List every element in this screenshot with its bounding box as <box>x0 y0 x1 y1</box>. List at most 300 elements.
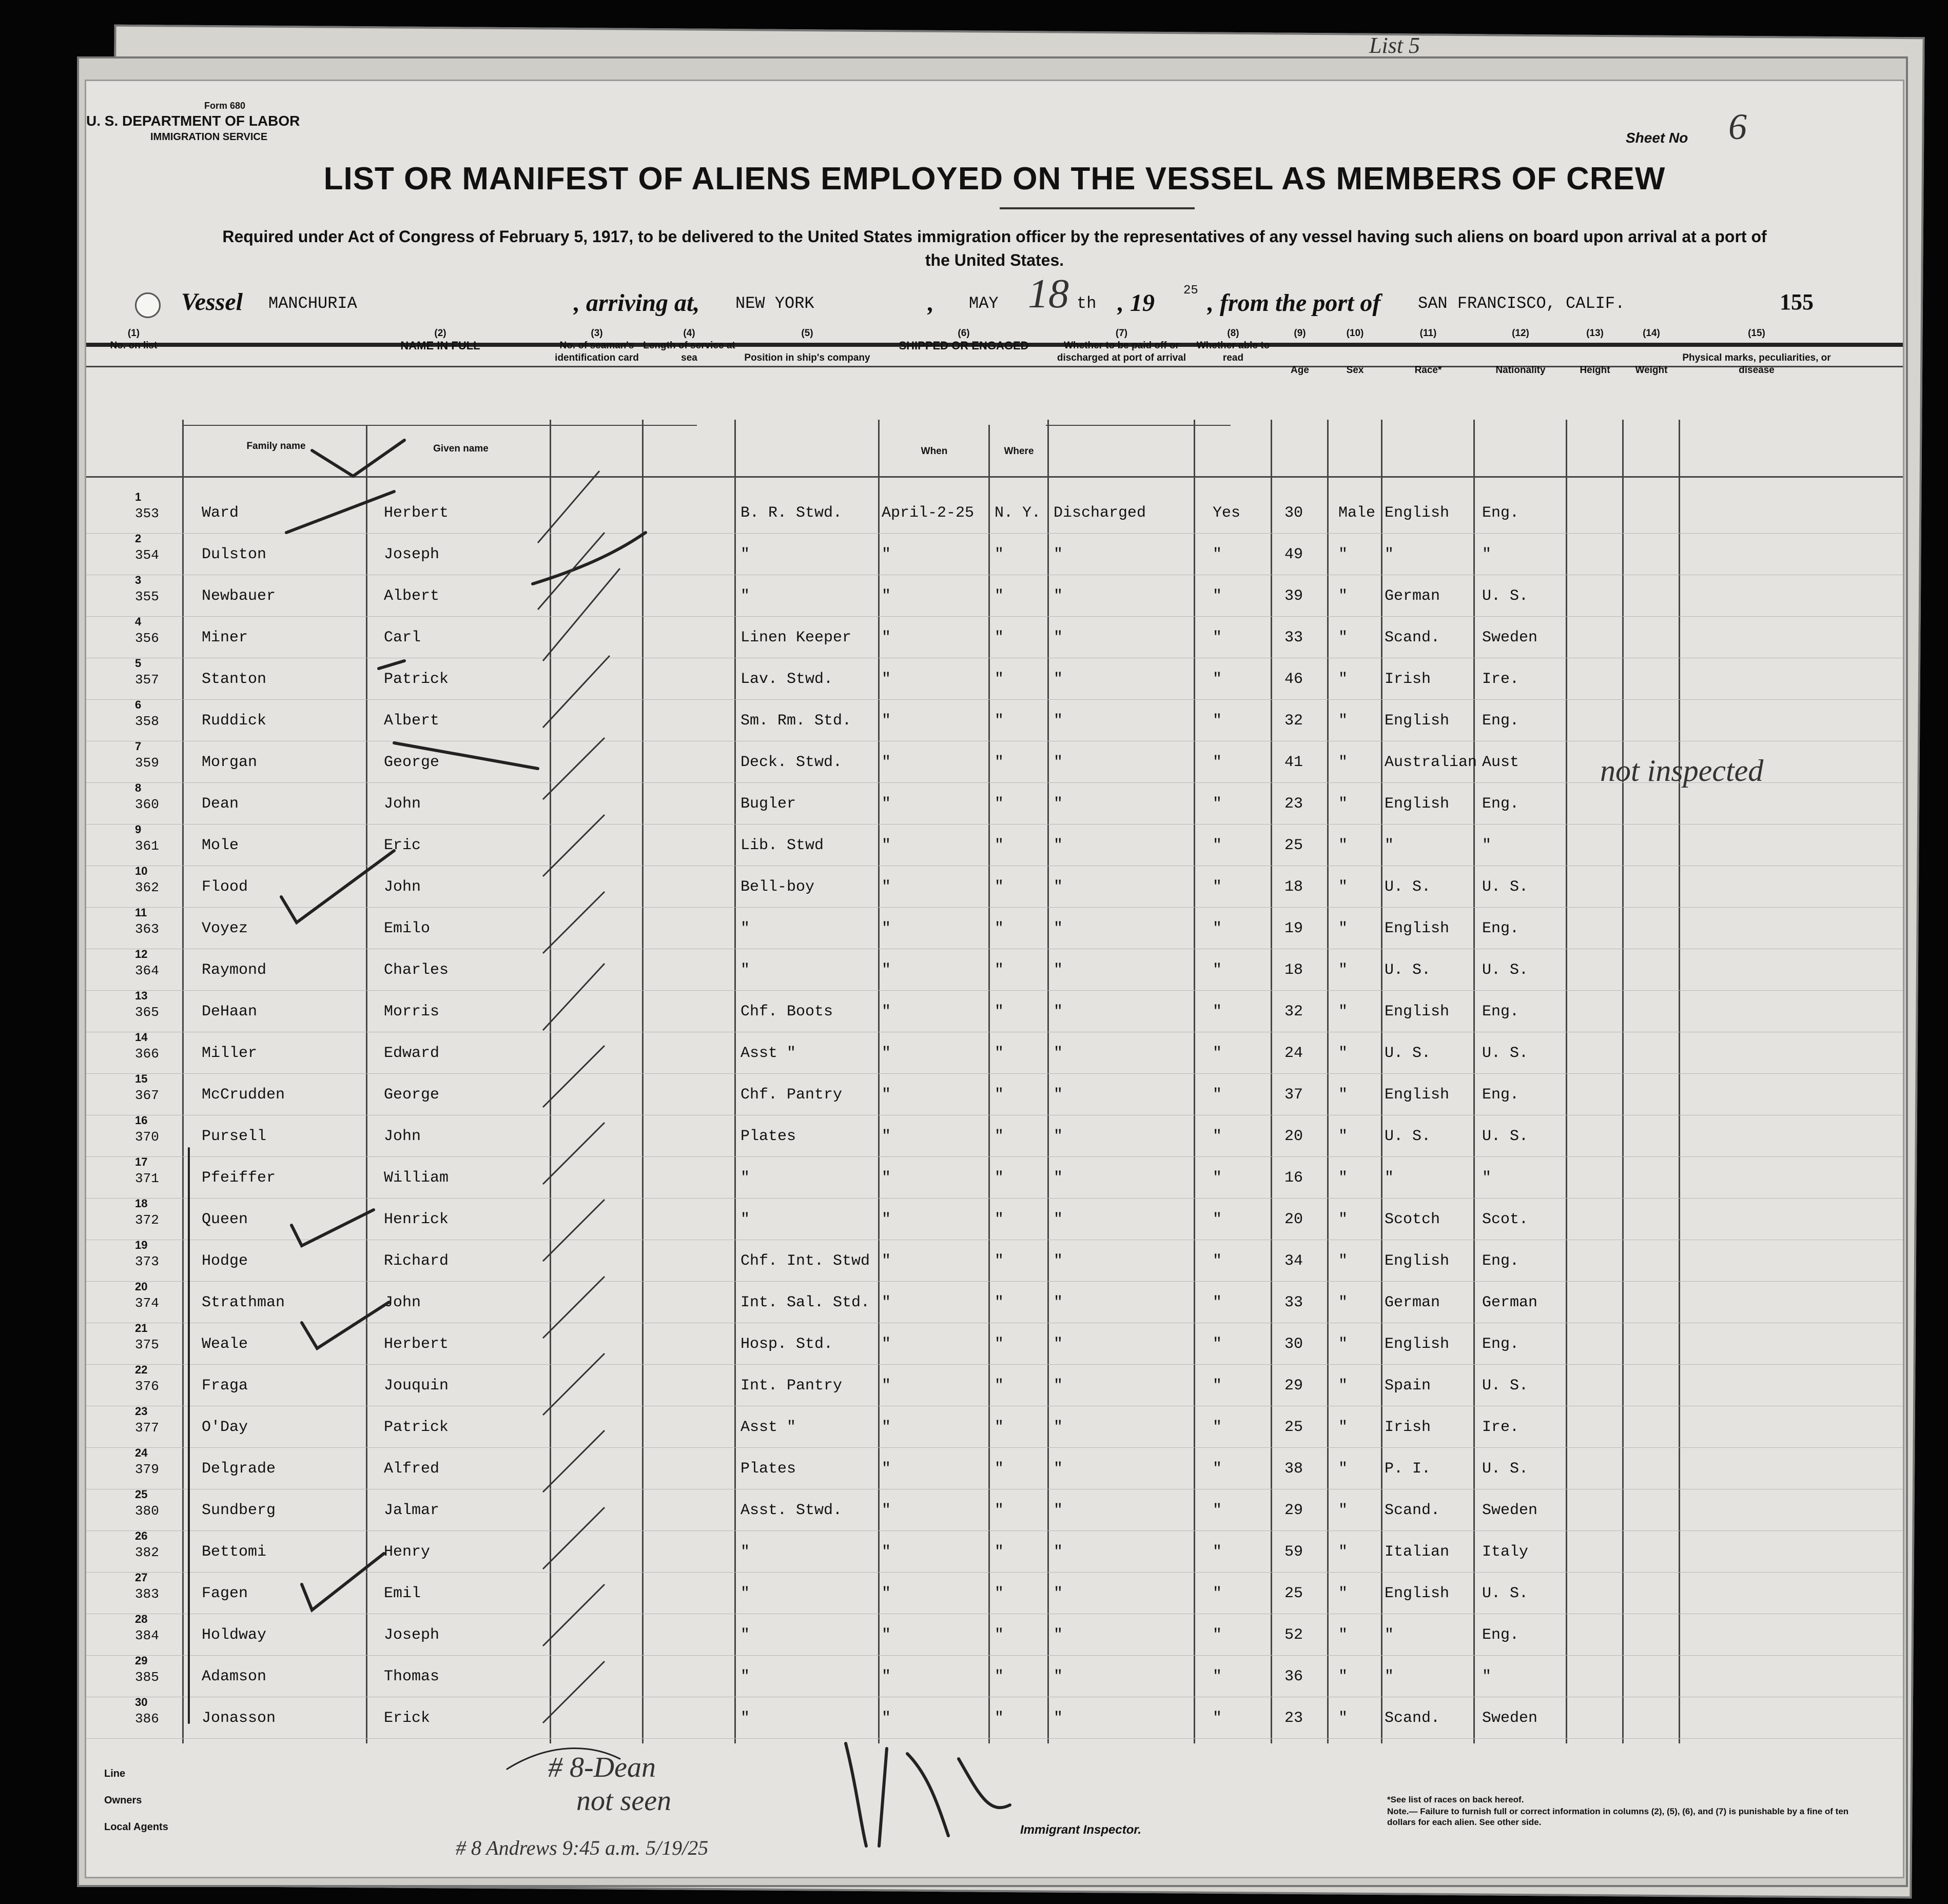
list-number: 358 <box>135 714 159 729</box>
cell-race: German <box>1385 1294 1440 1311</box>
cell-given: Carl <box>384 629 421 646</box>
col3-number: (3) <box>591 328 603 339</box>
cell-race: Australian <box>1385 754 1477 771</box>
col10-label: Sex <box>1346 365 1364 376</box>
cell-read: " <box>1213 795 1222 813</box>
cell-nat: Italy <box>1482 1543 1529 1561</box>
handwritten-bottom-note: # 8 Andrews 9:45 a.m. 5/19/25 <box>456 1836 709 1859</box>
cell-race: English <box>1385 1252 1450 1270</box>
cell-position: Sm. Rm. Std. <box>741 712 852 730</box>
cell-family: Raymond <box>202 961 267 979</box>
cell-when: " <box>882 837 891 854</box>
cell-sex: " <box>1338 1710 1348 1727</box>
list-number: 363 <box>135 921 159 937</box>
col13-label: Height <box>1580 365 1610 376</box>
row-number: 8 <box>135 781 142 794</box>
row-number: 21 <box>135 1322 148 1334</box>
cell-age: 23 <box>1284 795 1303 813</box>
check-mark <box>281 851 394 922</box>
cell-where: " <box>995 712 1004 730</box>
given-name-header: Given name <box>433 443 489 454</box>
cell-where: " <box>995 878 1004 896</box>
cell-nat: U. S. <box>1482 1045 1529 1062</box>
cell-position: Asst " <box>741 1419 796 1436</box>
cell-sex: " <box>1338 1169 1348 1187</box>
vessel-name: MANCHURIA <box>268 294 357 313</box>
when-header: When <box>921 446 948 457</box>
manifest-page <box>85 33 1904 1878</box>
cell-family: Sundberg <box>202 1502 276 1519</box>
cell-position: Lib. Stwd <box>741 837 824 854</box>
row-number: 7 <box>135 740 142 753</box>
cell-age: 46 <box>1284 671 1303 688</box>
cell-paid: " <box>1054 1086 1063 1104</box>
row-number: 3 <box>135 574 142 586</box>
cell-sex: " <box>1338 1336 1348 1353</box>
cell-given: Henry <box>384 1543 431 1561</box>
row-number: 13 <box>135 989 148 1002</box>
cell-race: Scand. <box>1385 629 1440 646</box>
vessel-label: Vessel <box>181 288 243 316</box>
cell-nat: " <box>1482 546 1492 563</box>
cell-read: " <box>1213 1045 1222 1062</box>
cell-when: " <box>882 1045 891 1062</box>
fine-footnote: Note.— Failure to furnish full or correct information in columns (2), (5), (6), and (7) is punishable by a fine of ten dollars for each alien. See other side. <box>1387 1807 1849 1827</box>
cell-position: Int. Pantry <box>741 1377 843 1395</box>
cell-position: B. R. Stwd. <box>741 504 843 522</box>
cell-age: 38 <box>1284 1460 1303 1478</box>
cell-family: Queen <box>202 1211 248 1228</box>
col12-number: (12) <box>1512 328 1529 339</box>
list-number: 382 <box>135 1545 159 1560</box>
cell-where: " <box>995 1502 1004 1519</box>
cell-given: Edward <box>384 1045 440 1062</box>
cell-read: " <box>1213 1211 1222 1228</box>
row-number: 22 <box>135 1363 148 1376</box>
cell-race: English <box>1385 920 1450 937</box>
cell-where: " <box>995 1419 1004 1436</box>
cell-race: Scand. <box>1385 1502 1440 1519</box>
cell-family: Morgan <box>202 754 258 771</box>
cell-given: John <box>384 878 421 896</box>
cell-age: 29 <box>1284 1377 1303 1395</box>
arrival-year: 25 <box>1183 284 1198 298</box>
cell-race: Scotch <box>1385 1211 1440 1228</box>
cell-given: Eric <box>384 837 421 854</box>
cell-position: Asst " <box>741 1045 796 1062</box>
list-number: 379 <box>135 1462 159 1477</box>
cell-nat: Ire. <box>1482 671 1520 688</box>
col2-number: (2) <box>434 328 446 339</box>
cell-position: " <box>741 1710 750 1727</box>
cell-nat: Ire. <box>1482 1419 1520 1436</box>
cell-paid: " <box>1054 1710 1063 1727</box>
cell-given: Joseph <box>384 1626 440 1644</box>
not-inspected-note: not inspected <box>1600 754 1764 788</box>
cell-where: " <box>995 1169 1004 1187</box>
row-number: 6 <box>135 698 142 711</box>
cell-where: " <box>995 629 1004 646</box>
cell-paid: " <box>1054 1460 1063 1478</box>
cell-when: " <box>882 712 891 730</box>
cell-given: Jalmar <box>384 1502 440 1519</box>
cell-when: " <box>882 961 891 979</box>
cell-family: Flood <box>202 878 248 896</box>
cell-given: Albert <box>384 587 440 605</box>
cell-age: 18 <box>1284 878 1303 896</box>
col6-label: SHIPPED OR ENGAGED <box>899 339 1029 352</box>
cell-position: Lav. Stwd. <box>741 671 833 688</box>
col11-number: (11) <box>1419 328 1437 339</box>
inspector-signature <box>846 1743 1010 1846</box>
check-mark <box>379 661 404 669</box>
arrival-day-suffix: th <box>1077 294 1097 313</box>
cell-age: 59 <box>1284 1543 1303 1561</box>
cell-paid: " <box>1054 587 1063 605</box>
col7-number: (7) <box>1115 328 1128 339</box>
cell-race: " <box>1385 1169 1394 1187</box>
cell-race: English <box>1385 1585 1450 1602</box>
cell-family: Pfeiffer <box>202 1169 276 1187</box>
cell-when: " <box>882 629 891 646</box>
cell-age: 25 <box>1284 1585 1303 1602</box>
cell-sex: " <box>1338 1294 1348 1311</box>
cell-paid: " <box>1054 1169 1063 1187</box>
immigrant-inspector-label: Immigrant Inspector. <box>1020 1823 1142 1837</box>
cell-position: Chf. Pantry <box>741 1086 843 1104</box>
cell-sex: " <box>1338 671 1348 688</box>
row-number: 23 <box>135 1405 148 1418</box>
cell-age: 32 <box>1284 1003 1303 1020</box>
cell-read: " <box>1213 1294 1222 1311</box>
cell-position: Plates <box>741 1460 796 1478</box>
cell-sex: " <box>1338 1585 1348 1602</box>
row-number: 24 <box>135 1446 148 1459</box>
races-footnote: *See list of races on back hereof. <box>1387 1795 1524 1804</box>
cell-family: Jonasson <box>202 1710 276 1727</box>
check-mark <box>533 533 646 584</box>
list-number: 384 <box>135 1628 159 1643</box>
cell-sex: " <box>1338 1211 1348 1228</box>
cell-race: U. S. <box>1385 1045 1431 1062</box>
check-mark <box>291 1210 374 1246</box>
cell-given: John <box>384 1294 421 1311</box>
cell-position: Deck. Stwd. <box>741 754 843 771</box>
check-mark <box>394 743 538 769</box>
row-number: 2 <box>135 532 142 545</box>
list-number: 355 <box>135 589 159 604</box>
cell-age: 25 <box>1284 1419 1303 1436</box>
cell-age: 52 <box>1284 1626 1303 1644</box>
cell-paid: " <box>1054 629 1063 646</box>
arrival-port: NEW YORK <box>735 294 814 313</box>
cell-sex: " <box>1338 1128 1348 1145</box>
cell-age: 36 <box>1284 1668 1303 1685</box>
list-number: 365 <box>135 1005 159 1020</box>
cell-sex: " <box>1338 1626 1348 1644</box>
check-mark <box>302 1554 384 1610</box>
cell-race: U. S. <box>1385 961 1431 979</box>
local-agents-label: Local Agents <box>104 1821 168 1833</box>
cell-where: " <box>995 1710 1004 1727</box>
cell-where: " <box>995 1543 1004 1561</box>
cell-when: " <box>882 1543 891 1561</box>
handwritten-note-line1: # 8-Dean <box>548 1752 656 1783</box>
cell-read: " <box>1213 1419 1222 1436</box>
cell-race: Spain <box>1385 1377 1431 1395</box>
cell-family: Mole <box>202 837 239 854</box>
cell-family: Bettomi <box>202 1543 267 1561</box>
cell-position: " <box>741 1668 750 1685</box>
row-number: 27 <box>135 1571 148 1584</box>
cell-race: " <box>1385 837 1394 854</box>
cell-read: " <box>1213 1460 1222 1478</box>
list-number: 353 <box>135 506 159 521</box>
cell-when: " <box>882 920 891 937</box>
cell-read: " <box>1213 1252 1222 1270</box>
cell-paid: " <box>1054 1128 1063 1145</box>
cell-where: " <box>995 961 1004 979</box>
cell-sex: " <box>1338 795 1348 813</box>
cell-position: " <box>741 587 750 605</box>
cell-position: " <box>741 546 750 563</box>
cell-paid: " <box>1054 1252 1063 1270</box>
cell-age: 39 <box>1284 587 1303 605</box>
cell-where: " <box>995 671 1004 688</box>
cell-sex: " <box>1338 1003 1348 1020</box>
cell-nat: Eng. <box>1482 504 1520 522</box>
cell-paid: " <box>1054 1419 1063 1436</box>
cell-family: Ward <box>202 504 239 522</box>
arrival-month: MAY <box>969 294 999 313</box>
cell-where: " <box>995 1336 1004 1353</box>
check-mark <box>302 1302 389 1348</box>
owners-label: Owners <box>104 1795 142 1806</box>
cell-race: Italian <box>1385 1543 1450 1561</box>
cell-position: " <box>741 1626 750 1644</box>
cell-paid: " <box>1054 1585 1063 1602</box>
cell-when: " <box>882 1502 891 1519</box>
cell-race: German <box>1385 587 1440 605</box>
col9-number: (9) <box>1294 328 1306 339</box>
cell-position: Chf. Boots <box>741 1003 833 1020</box>
cell-read: " <box>1213 754 1222 771</box>
handwritten-marks <box>86 81 1903 1877</box>
cell-given: Herbert <box>384 1336 449 1353</box>
row-number: 30 <box>135 1696 148 1709</box>
cell-given: Albert <box>384 712 440 730</box>
cell-sex: " <box>1338 1419 1348 1436</box>
row-number: 28 <box>135 1613 148 1625</box>
row-number: 5 <box>135 657 142 670</box>
col5-number: (5) <box>801 328 813 339</box>
cell-given: George <box>384 754 440 771</box>
cell-family: Voyez <box>202 920 248 937</box>
cell-age: 34 <box>1284 1252 1303 1270</box>
list-number: 376 <box>135 1379 159 1394</box>
check-mark <box>286 492 394 533</box>
service-name: IMMIGRATION SERVICE <box>150 131 268 143</box>
list-number: 359 <box>135 755 159 771</box>
cell-read: " <box>1213 629 1222 646</box>
cell-nat: Eng. <box>1482 795 1520 813</box>
cell-nat: Eng. <box>1482 1003 1520 1020</box>
cell-paid: " <box>1054 1294 1063 1311</box>
cell-age: 23 <box>1284 1710 1303 1727</box>
cell-given: Patrick <box>384 671 449 688</box>
list-number: 361 <box>135 838 159 854</box>
check-mark <box>312 440 404 476</box>
row-number: 12 <box>135 948 148 960</box>
cell-family: O'Day <box>202 1419 248 1436</box>
cell-nat: U. S. <box>1482 1128 1529 1145</box>
cell-race: " <box>1385 1668 1394 1685</box>
col1-label: No. on list <box>110 340 158 351</box>
cell-where: " <box>995 920 1004 937</box>
cell-nat: U. S. <box>1482 1585 1529 1602</box>
line-label: Line <box>104 1768 126 1779</box>
list-number: 386 <box>135 1711 159 1726</box>
cell-sex: " <box>1338 546 1348 563</box>
cell-read: " <box>1213 1377 1222 1395</box>
cell-position: Int. Sal. Std. <box>741 1294 870 1311</box>
cell-position: Plates <box>741 1128 796 1145</box>
cell-when: " <box>882 1211 891 1228</box>
arriving-label: , arriving at, <box>574 289 700 317</box>
cell-given: Erick <box>384 1710 431 1727</box>
cell-nat: " <box>1482 1668 1492 1685</box>
cell-family: Miller <box>202 1045 258 1062</box>
cell-where: N. Y. <box>995 504 1041 522</box>
col5-label: Position in ship's company <box>744 352 870 363</box>
cell-family: Strathman <box>202 1294 285 1311</box>
list-number: 362 <box>135 880 159 895</box>
cell-when: " <box>882 546 891 563</box>
cell-nat: U. S. <box>1482 1377 1529 1395</box>
cell-sex: " <box>1338 712 1348 730</box>
cell-sex: " <box>1338 1543 1348 1561</box>
cell-read: " <box>1213 1128 1222 1145</box>
cell-read: " <box>1213 587 1222 605</box>
cell-given: Henrick <box>384 1211 449 1228</box>
cell-family: Hodge <box>202 1252 248 1270</box>
cell-read: " <box>1213 1710 1222 1727</box>
cell-paid: " <box>1054 920 1063 937</box>
cell-age: 20 <box>1284 1128 1303 1145</box>
row-number: 17 <box>135 1155 148 1168</box>
row-number: 16 <box>135 1114 148 1127</box>
cell-given: Patrick <box>384 1419 449 1436</box>
cell-sex: " <box>1338 878 1348 896</box>
list-number: 357 <box>135 672 159 688</box>
cell-nat: U. S. <box>1482 587 1529 605</box>
cell-where: " <box>995 1128 1004 1145</box>
cell-race: P. I. <box>1385 1460 1431 1478</box>
cell-sex: " <box>1338 961 1348 979</box>
cell-paid: " <box>1054 712 1063 730</box>
list-number: 374 <box>135 1295 159 1311</box>
cell-age: 32 <box>1284 712 1303 730</box>
row-number: 1 <box>135 490 142 503</box>
cell-race: U. S. <box>1385 878 1431 896</box>
cell-given: George <box>384 1086 440 1104</box>
cell-when: " <box>882 1294 891 1311</box>
cell-family: Adamson <box>202 1668 267 1685</box>
page-number: 155 <box>1780 289 1814 315</box>
cell-nat: U. S. <box>1482 961 1529 979</box>
cell-race: English <box>1385 1086 1450 1104</box>
cell-given: John <box>384 795 421 813</box>
cell-when: " <box>882 1003 891 1020</box>
cell-paid: " <box>1054 1211 1063 1228</box>
list-mark: List 5 <box>1369 33 1420 58</box>
family-name-header: Family name <box>246 441 306 452</box>
cell-sex: " <box>1338 1668 1348 1685</box>
cell-paid: " <box>1054 878 1063 896</box>
cell-age: 19 <box>1284 920 1303 937</box>
cell-sex: " <box>1338 629 1348 646</box>
col14-label: Weight <box>1635 365 1668 376</box>
cell-paid: " <box>1054 754 1063 771</box>
cell-paid: " <box>1054 671 1063 688</box>
cell-when: " <box>882 878 891 896</box>
cell-when: " <box>882 1336 891 1353</box>
cell-race: English <box>1385 795 1450 813</box>
cell-sex: " <box>1338 1086 1348 1104</box>
cell-age: 30 <box>1284 1336 1303 1353</box>
cell-nat: Eng. <box>1482 920 1520 937</box>
col2-label: NAME IN FULL <box>400 339 480 352</box>
list-number: 372 <box>135 1212 159 1228</box>
from-label: , from the port of <box>1207 289 1381 317</box>
cell-age: 30 <box>1284 504 1303 522</box>
cell-position: " <box>741 1169 750 1187</box>
cell-family: Delgrade <box>202 1460 276 1478</box>
cell-race: Irish <box>1385 671 1431 688</box>
list-number: 356 <box>135 631 159 646</box>
cell-paid: " <box>1054 1336 1063 1353</box>
cell-position: Bell-boy <box>741 878 815 896</box>
cell-position: " <box>741 961 750 979</box>
cell-position: " <box>741 1585 750 1602</box>
cell-position: Hosp. Std. <box>741 1336 833 1353</box>
cell-given: Herbert <box>384 504 449 522</box>
cell-position: Chf. Int. Stwd <box>741 1252 870 1270</box>
cell-read: " <box>1213 878 1222 896</box>
list-number: 377 <box>135 1420 159 1436</box>
cell-given: John <box>384 1128 421 1145</box>
cell-paid: " <box>1054 1377 1063 1395</box>
cell-when: " <box>882 1668 891 1685</box>
cell-where: " <box>995 1252 1004 1270</box>
cell-age: 41 <box>1284 754 1303 771</box>
comma: , <box>928 289 934 317</box>
cell-where: " <box>995 1585 1004 1602</box>
cell-family: Fagen <box>202 1585 248 1602</box>
col13-number: (13) <box>1586 328 1604 339</box>
cell-nat: " <box>1482 837 1492 854</box>
cell-race: English <box>1385 504 1450 522</box>
cell-when: " <box>882 1710 891 1727</box>
cell-family: Weale <box>202 1336 248 1353</box>
cell-where: " <box>995 795 1004 813</box>
cell-given: Morris <box>384 1003 440 1020</box>
cell-family: Dulston <box>202 546 267 563</box>
col7-label: Whether to be paid off or discharged at port of arrival <box>1057 340 1186 363</box>
row-number: 15 <box>135 1072 148 1085</box>
cell-read: Yes <box>1213 504 1241 522</box>
cell-read: " <box>1213 1626 1222 1644</box>
